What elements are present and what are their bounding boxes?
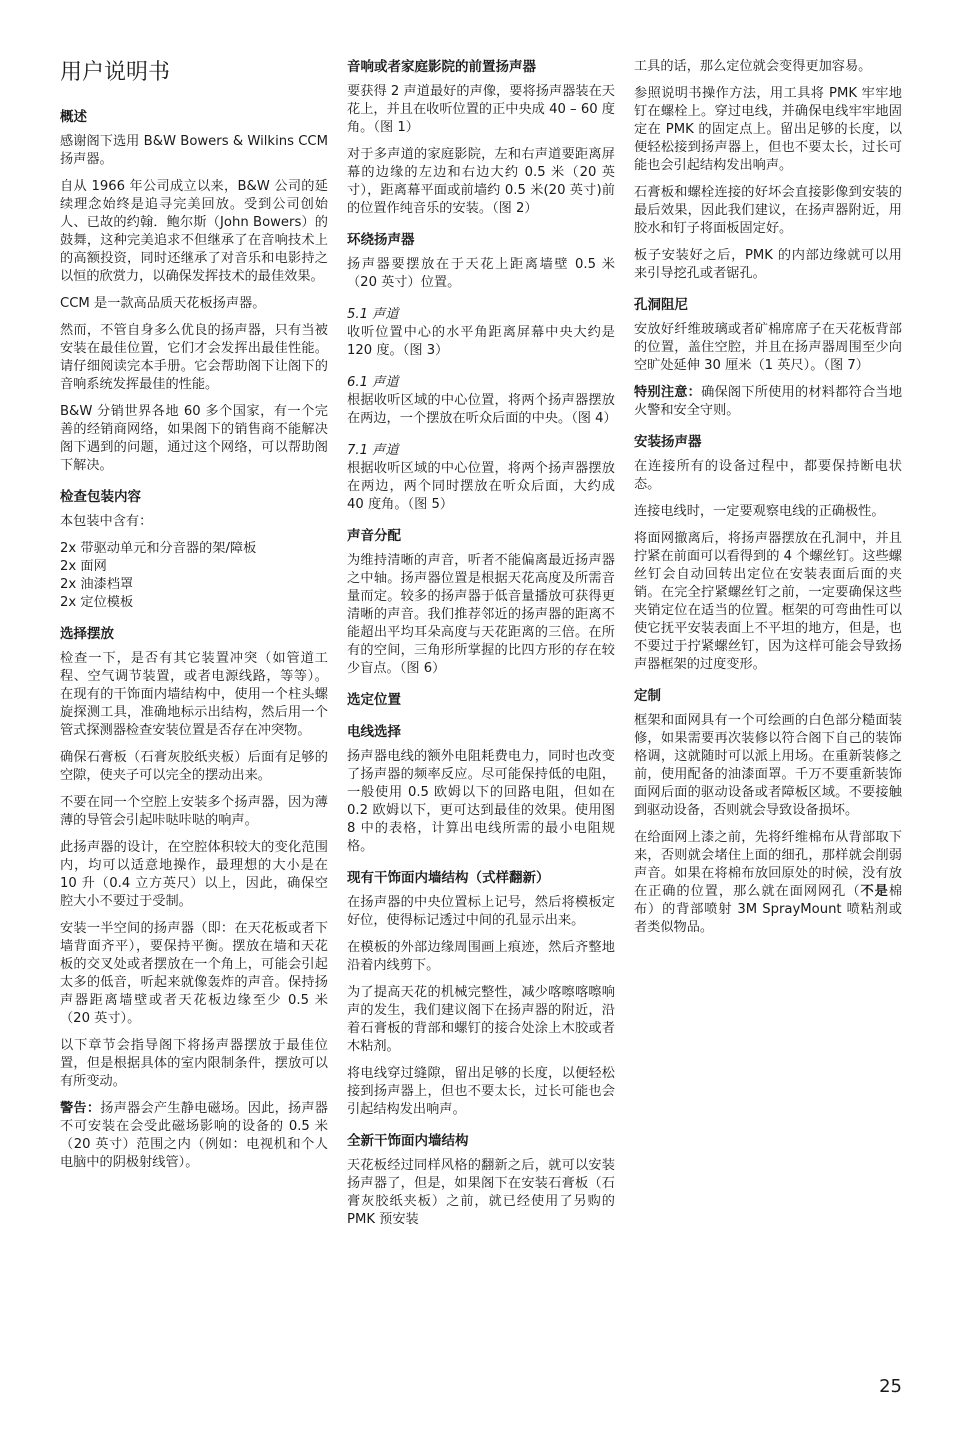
paragraph: 扬声器要摆放在于天花上距离墙壁 0.5 米（20 英寸）位置。 [347, 257, 615, 290]
paragraph: 连接电线时，一定要观察电线的正确极性。 [634, 504, 885, 519]
paragraph: 工具的话，那么定位就会变得更加容易。 [634, 59, 872, 74]
column-2 [347, 58, 615, 1238]
warning-label: 警告： [60, 1101, 101, 1116]
paragraph: 对于多声道的家庭影院，左和右声道要距离屏幕的边缘的左边和右边大约 0.5 米（20 英寸），距离幕平面或前墙约 0.5 米(20 英寸)前的位置作纯音乐的安装。（图 2） [347, 147, 615, 216]
heading-front-speakers: 音响或者家庭影院的前置扬声器 [347, 59, 536, 75]
contents-list [60, 540, 328, 612]
subsection-5-1 [347, 306, 615, 360]
paragraph: 板子安装好之后，PMK 的内部边缘就可以用来引导挖孔或者锯孔。 [634, 248, 902, 281]
text-run: 棉布）的背部喷射 3M SprayMount 喷粘剂或者类似物品。 [634, 884, 902, 935]
paragraph: 收听位置中心的水平角距离屏幕中央大约是 120 度。（图 3） [347, 325, 615, 358]
paragraph: 在连接所有的设备过程中，都要保持断电状态。 [634, 459, 902, 492]
paragraph: 要获得 2 声道最好的声像，要将扬声器装在天花上，并且在收听位置的正中央成 40 – 60 度角。（图 1） [347, 84, 615, 135]
subheading-6-1: 6.1 声道 [347, 375, 399, 390]
paragraph: 在扬声器的中央位置标上记号，然后将模板定好位，使得标记透过中间的孔显示出来。 [347, 895, 615, 928]
warning-text: 扬声器会产生静电磁场。因此，扬声器不可安装在会受此磁场影响的设备的 0.5 米（20 英寸）范围之内（例如：电视机和个人电脑中的阴极射线管）。 [60, 1101, 328, 1170]
column-1 [60, 108, 328, 1181]
emphasis: 不是 [860, 884, 889, 899]
list-item: 2x 定位模板 [60, 595, 134, 610]
paragraph: 确保石膏板（石膏灰胶纸夹板）后面有足够的空隙，使夹子可以完全的摆动出来。 [60, 750, 328, 783]
note-label: 特别注意： [634, 385, 702, 400]
heading-surround-speakers: 环绕扬声器 [347, 232, 415, 248]
paragraph: 扬声器电线的额外电阻耗费电力，同时也改变了扬声器的频率反应。尽可能保持低的电阻，一般使用 0.5 欧姆以下的回路电阻，但如在 0.2 欧姆以下，更可达到最佳的效果。使用图 8 中的表格，计算出电线所需的最小电阻规格。 [347, 749, 615, 854]
heading-cavity-damping: 孔洞阻尼 [634, 297, 688, 313]
subsection-7-1 [347, 442, 615, 514]
paragraph: 以下章节会指导阁下将扬声器摆放于最佳位置，但是根据具体的室内限制条件，摆放可以有所变动。 [60, 1038, 328, 1089]
paragraph: 框架和面网具有一个可绘画的白色部分糙面装修，如果需要再次装修以符合阁下自己的装饰格调，这就随时可以派上用场。在重新装修之前，使用配备的油漆面罩。千万不要重新装饰面网后面的驱动设备或者障板区域。不要接触到驱动设备，否则就会导致设备损坏。 [634, 713, 902, 818]
paragraph: B&W 分销世界各地 60 多个国家，有一个完善的经销商网络，如果阁下的销售商不能解决阁下遇到的问题，通过这个网络，可以帮助阁下解决。 [60, 404, 328, 473]
heading-new-construction: 全新干饰面内墙结构 [347, 1133, 469, 1149]
heading-location: 选定位置 [347, 692, 401, 708]
paragraph: 为了提高天花的机械完整性，减少喀嚓喀嚓响声的发生，我们建议阁下在扬声器的附近，沿着石膏板的背部和螺钉的接合处涂上木胶或者木粘剂。 [347, 985, 615, 1054]
heading-cable-selection: 电线选择 [347, 724, 401, 740]
heading-package-contents: 检查包装内容 [60, 489, 141, 505]
paragraph: 将电线穿过缝隙，留出足够的长度，以便轻松接到扬声器上，但也不要太长，过长可能也会引起结构发出响声。 [347, 1066, 615, 1117]
paragraph: 天花板经过同样风格的翻新之后，就可以安装扬声器了，但是，如果阁下在安装石膏板（石膏灰胶纸夹板）之前，就已经使用了另购的 PMK 预安装 [347, 1158, 615, 1227]
heading-install-speaker: 安装扬声器 [634, 434, 702, 450]
paragraph: 为维持清晰的声音，听者不能偏离最近扬声器之中轴。扬声器位置是根据天花高度及所需音量而定。较多的扬声器于低音量播放可获得更清晰的声音。我们推荐邻近的扬声器的距离不能超出平均耳朵高度与天花距离的三倍。在所有的空间，三角形所掌握的比四方形的存在较少盲点。（图 6） [347, 553, 615, 676]
warning-paragraph [60, 1100, 328, 1172]
list-item: 2x 面网 [60, 559, 107, 574]
paragraph: 将面网撤离后，将扬声器摆放在孔洞中，并且拧紧在前面可以看得到的 4 个螺丝钉。这些螺丝钉会自动回转出定位在安装表面后面的夹销。在完全拧紧螺丝钉之前，一定要确保这些夹销定位在适当的位置。框架的可弯曲性可以使它抚平安装表面上不平坦的地方，但是，也不要过于拧紧螺丝钉，因为这样可能会导致扬声器框架的过度变形。 [634, 531, 902, 672]
list-item: 2x 带驱动单元和分音器的架/障板 [60, 541, 257, 556]
note-paragraph [634, 384, 902, 420]
paragraph: 感谢阁下选用 B&W Bowers & Wilkins CCM 扬声器。 [60, 134, 328, 167]
column-3 [634, 58, 902, 946]
heading-placement: 选择摆放 [60, 626, 114, 642]
paragraph: 此扬声器的设计，在空腔体积较大的变化范围内，均可以适意地操作，最理想的大小是在 10 升（0.4 立方英尺）以上，因此，确保空腔大小不要过于受制。 [60, 840, 328, 909]
paragraph: 参照说明书操作方法，用工具将 PMK 牢牢地钉在螺栓上。穿过电线，并确保电线牢牢地固定在 PMK 的固定点上。留出足够的长度，以便轻松接到扬声器上，但也不要太长，过长可能也会引起结构发出响声。 [634, 86, 902, 173]
list-item: 2x 油漆档罩 [60, 577, 134, 592]
heading-retrofit: 现有干饰面内墙结构（式样翻新） [347, 870, 550, 886]
paragraph: 安装一半空间的扬声器（即：在天花板或者下墙背面齐平），要保持平衡。摆放在墙和天花板的交叉处或者摆放在一个角上，可能会引起太多的低音，听起来就像轰炸的声音。保持扬声器距离墙壁或者天花板边缘至少 0.5 米（20 英寸）。 [60, 921, 328, 1026]
subheading-5-1: 5.1 声道 [347, 307, 399, 322]
heading-customizing: 定制 [634, 688, 661, 704]
note-text: 确保阁下所使用的材料都符合当地火警和安全守则。 [634, 385, 903, 418]
paragraph: 不要在同一个空腔上安装多个扬声器，因为薄薄的导管会引起咔哒咔哒的响声。 [60, 795, 328, 828]
paragraph: 然而，不管自身多么优良的扬声器，只有当被安装在最佳位置，它们才会发挥出最佳性能。请仔细阅读完本手册。它会帮助阁下让阁下的音响系统发挥最佳的性能。 [60, 323, 328, 392]
paragraph [634, 829, 902, 937]
paragraph: 安放好纤维玻璃或者矿棉席席子在天花板背部的位置，盖住空腔，并且在扬声器周围至少向空旷处延伸 30 厘米（1 英尺）。（图 7） [634, 322, 902, 373]
heading-sound-dispersion: 声音分配 [347, 528, 401, 544]
text-run: 在给面网上漆之前，先将纤维棉布从背部取下来，否则就会堵住上面的细孔，那样就会削弱声音。如果在将棉布放回原处的时候，没有放在正确的位置，那么就在面网网孔（ [634, 830, 902, 899]
paragraph: 石膏板和螺栓连接的好坏会直接影像到安装的最后效果，因此我们建议，在扬声器附近，用胶水和钉子将面板固定好。 [634, 185, 902, 236]
paragraph: CCM 是一款高品质天花板扬声器。 [60, 296, 266, 311]
heading-overview: 概述 [60, 109, 87, 125]
page-number: 25 [879, 1376, 902, 1397]
paragraph: 在模板的外部边缘周围画上痕迹，然后齐整地沿着内线剪下。 [347, 940, 615, 973]
paragraph: 自从 1966 年公司成立以来，B&W 公司的延续理念始终是追寻完美回放。受到公司创始人、已故的约翰．鲍尔斯（John Bowers）的鼓舞，这种完美追求不但继承了在音响技术上的高额投资，同时还继承了对音乐和电影持之以恒的欣赏力，以确保发挥技术的最佳效果。 [60, 179, 328, 284]
page-title: 用户说明书 [60, 60, 171, 85]
paragraph: 本包装中含有： [60, 514, 153, 529]
paragraph: 检查一下，是否有其它装置冲突（如管道工程、空气调节装置，或者电源线路，等等）。在现有的干饰面内墙结构中，使用一个柱头螺旋探测工具，准确地标示出结构，然后用一个管式探测器检查安装位置是否存在冲突物。 [60, 651, 328, 738]
paragraph: 根据收听区域的中心位置，将两个扬声器摆放在两边，两个同时摆放在听众后面，大约成 40 度角。（图 5） [347, 461, 615, 512]
subsection-6-1 [347, 374, 615, 428]
paragraph: 根据收听区域的中心位置，将两个扬声器摆放在两边，一个摆放在听众后面的中央。（图 4） [347, 393, 617, 426]
subheading-7-1: 7.1 声道 [347, 443, 399, 458]
